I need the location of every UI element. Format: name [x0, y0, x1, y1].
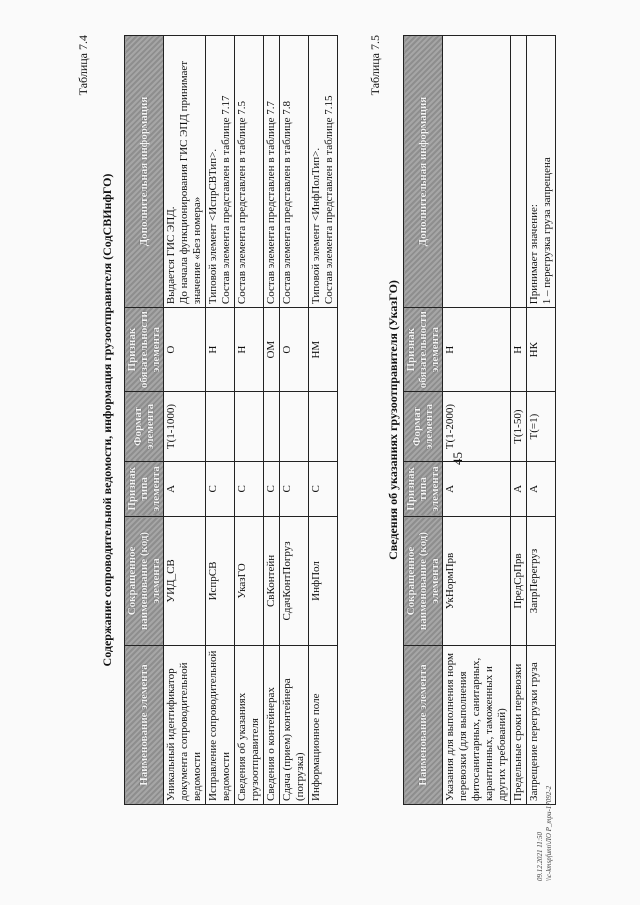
table-cell: Состав элемента представлен в таблице 7.5 [235, 36, 264, 308]
table-cell: А [443, 461, 511, 516]
table-cell: Сдача (прием) контейнера (погрузка) [280, 646, 309, 805]
table-row [527, 36, 556, 805]
table-cell [235, 392, 264, 462]
table-7-4 [124, 35, 338, 805]
table-7-5 [403, 35, 556, 805]
table-row [264, 36, 280, 805]
column-header: Сокращенное наименование (код) элемента [404, 516, 443, 645]
table-cell: НМ [309, 308, 338, 392]
table-cell: С [206, 461, 235, 516]
column-header: Дополнительная информация [404, 36, 443, 308]
rotated-content [20, 5, 620, 885]
table-cell: Предельные сроки перевозки [511, 646, 527, 805]
table-cell: Н [443, 308, 511, 392]
column-header: Формат элемента [404, 392, 443, 462]
table-cell: С [264, 461, 280, 516]
table-7-4-caption: Таблица 7.4 [76, 35, 90, 96]
table-row [206, 36, 235, 805]
table-cell: ОМ [264, 308, 280, 392]
table-cell: Указания для выполнения норм перевозки (для выполнения фитосанитарных, санитарных, карантинных, таможенных и других требований) [443, 646, 511, 805]
table-cell [443, 36, 511, 308]
table-row [235, 36, 264, 805]
column-header: Признак обязательности элемента [404, 308, 443, 392]
table-7-4-title: Содержание сопроводительной ведомости, информация грузоотправителя (СодСВИнфГО) [100, 173, 114, 667]
table-cell: УказГО [235, 516, 264, 645]
table-cell: Запрещение перегрузки груза [527, 646, 556, 805]
table-7-5-title: Сведения об указаниях грузоотправителя (УказГО) [386, 280, 400, 560]
table-cell: УкНормПрв [443, 516, 511, 645]
table-cell: О [164, 308, 206, 392]
table-cell: Состав элемента представлен в таблице 7.7 [264, 36, 280, 308]
table-cell [206, 392, 235, 462]
table-cell: Принимает значение: 1 – перегрузка груза запрещена [527, 36, 556, 308]
table-cell: СдачКонтПогруз [280, 516, 309, 645]
table-cell: А [511, 461, 527, 516]
table-row [309, 36, 338, 805]
table-cell: О [280, 308, 309, 392]
table-row [511, 36, 527, 805]
column-header: Признак типа элемента [125, 461, 164, 516]
table-cell: СвКонтейн [264, 516, 280, 645]
table-cell: Сведения об указаниях грузоотправителя [235, 646, 264, 805]
table-row [443, 36, 511, 805]
table-cell: Уникальный идентификатор документа сопроводительной ведомости [164, 646, 206, 805]
table-cell [264, 392, 280, 462]
column-header: Признак обязательности элемента [125, 308, 164, 392]
table-cell: С [309, 461, 338, 516]
table-cell: С [280, 461, 309, 516]
table-cell: Типовой элемент <ИнфПолТип>. Состав элемента представлен в таблице 7.15 [309, 36, 338, 308]
footer-timestamp: 09.12.2021 11:50 [536, 831, 544, 881]
column-header: Дополнительная информация [125, 36, 164, 308]
footer-path: \\c-kmspfunn\ЛО Р_mpu-17092-2 [545, 785, 553, 881]
table-cell: Т(1-50) [511, 392, 527, 462]
table-row [164, 36, 206, 805]
table-cell: Состав элемента представлен в таблице 7.8 [280, 36, 309, 308]
footer-stamp [536, 786, 554, 881]
table-cell: Выдается ГИС ЭПД. До начала функционирования ГИС ЭПД принимает значение «Без номера» [164, 36, 206, 308]
page-number: 45 [450, 452, 465, 465]
table-cell: ИспрСВ [206, 516, 235, 645]
table-cell: Исправление сопроводительной ведомости [206, 646, 235, 805]
table-cell: Типовой элемент <ИспрСВТип>. Состав элемента представлен в таблице 7.17 [206, 36, 235, 308]
column-header: Формат элемента [125, 392, 164, 462]
table-cell: ИнфПол [309, 516, 338, 645]
table-cell [511, 36, 527, 308]
table-cell: Т(1-2000) [443, 392, 511, 462]
column-header: Наименование элемента [404, 646, 443, 805]
column-header: Признак типа элемента [404, 461, 443, 516]
table-cell: Н [511, 308, 527, 392]
table-cell: Т(=1) [527, 392, 556, 462]
column-header: Наименование элемента [125, 646, 164, 805]
table-cell: УИД_СВ [164, 516, 206, 645]
table-cell: НК [527, 308, 556, 392]
table-cell: А [527, 461, 556, 516]
column-header: Сокращенное наименование (код) элемента [125, 516, 164, 645]
table-cell: Т(1-1000) [164, 392, 206, 462]
table-cell: Н [206, 308, 235, 392]
table-cell: С [235, 461, 264, 516]
table-cell: Н [235, 308, 264, 392]
table-cell: ЗапрПерегруз [527, 516, 556, 645]
table-cell [280, 392, 309, 462]
table-cell [309, 392, 338, 462]
table-7-5-caption: Таблица 7.5 [368, 35, 382, 96]
table-cell: ПредСрПрв [511, 516, 527, 645]
table-cell: А [164, 461, 206, 516]
table-cell: Информационное поле [309, 646, 338, 805]
table-row [280, 36, 309, 805]
table-cell: Сведения о контейнерах [264, 646, 280, 805]
